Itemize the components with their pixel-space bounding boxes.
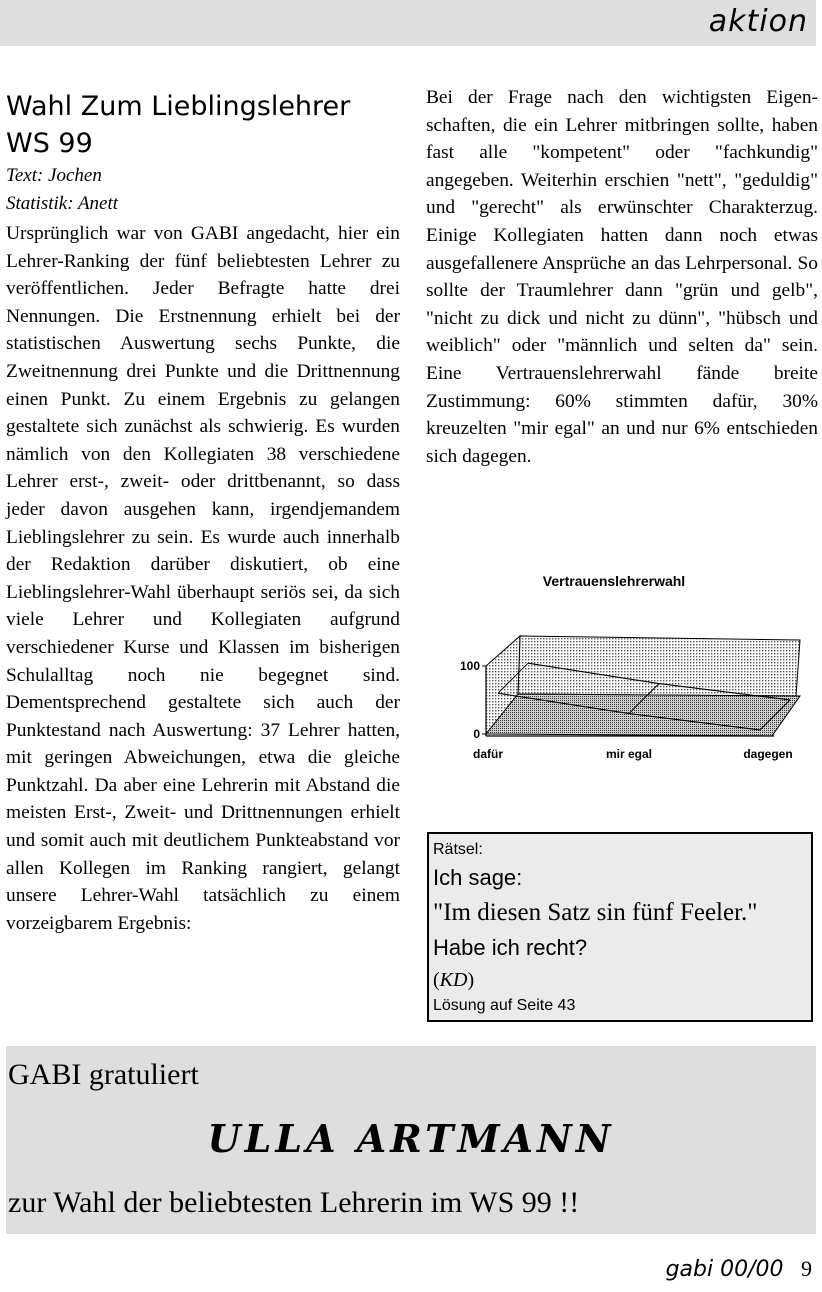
- riddle-label: Rätsel:: [433, 841, 483, 858]
- trust-teacher-chart: [426, 566, 818, 766]
- statistics-credit: Statistik: Anett: [6, 193, 119, 214]
- left-paragraph: Ursprünglich war von GABI angedacht, hier ein Lehrer-Ranking der fünf beliebtesten Lehrer zu veröffentlichen. Jeder Befragte hatte drei Nennungen. Die Erstnennung erhielt bei der statistischen Auswertung sechs Punkte, die Zweitnennung drei Punkte und die Drittnennung einen Punkt. Zu einem Ergebnis zu gelangen gestaltete sich zunächst als schwierig. Es wurden nämlich von den Kollegiaten 38 verschiedene Lehrer erst-, zweit- oder drittbenannt, so dass jeder davon ausgehen kann, irgendjemandem Lieblingslehrer zu sein. Es wurde auch innerhalb der Redaktion darüber diskutiert, ob eine Lieblingslehrer-Wahl überhaupt seriös sei, da sich viele Lehrer und Kollegiaten aufgrund verschiedener Kurse und Klassen im bisherigen Schulalltag noch nie begegnet sind. Dementsprechend gestaltete sich auch der Punktestand nach Auswertung: 37 Lehrer hatten, mit geringen Abweichungen, etwa die gleiche Punktzahl. Da aber eine Lehrerin mit Abstand die meisten Erst-, Zweit- und Drittnennungen erhielt und somit auch mit deutlichem Punkteabstand vor allen Kollegen im Ranking rangiert, gelangt unsere Lehrer-Wahl tatsächlich zu einem vorzeigbarem Ergebnis:: [6, 223, 400, 934]
- riddle-solution: Lösung auf Seite 43: [433, 997, 576, 1014]
- section-label: aktion: [708, 4, 808, 39]
- article-title: [6, 88, 400, 162]
- x-tick-label: dagegen: [743, 747, 793, 761]
- cite-name: KD: [439, 969, 468, 991]
- congrats-line-3: zur Wahl der beliebtesten Lehrerin im WS 99 !!: [8, 1186, 580, 1219]
- riddle-quote: "Im diesen Satz sin fünf Feeler.": [433, 899, 758, 926]
- title-line-1: Wahl Zum Lieblingslehrer: [6, 91, 351, 122]
- footer-magazine: gabi 00/00: [665, 1257, 784, 1282]
- x-tick-label: mir egal: [605, 747, 653, 761]
- cite-open: (: [433, 969, 440, 991]
- footer-page-number: 9: [801, 1256, 812, 1281]
- y-tick-label: 0: [473, 727, 480, 741]
- y-tick-label: 100: [459, 659, 480, 673]
- riddle-question: Habe ich recht?: [433, 935, 588, 960]
- cite-close: ): [467, 969, 475, 991]
- text-credit: Text: Jochen: [6, 165, 102, 186]
- page-footer: [666, 1256, 812, 1282]
- chart-back-wall: [518, 636, 800, 696]
- chart-title: Vertrauenslehrerwahl: [542, 573, 686, 589]
- congratulations-band: [6, 1046, 816, 1234]
- right-column: [426, 84, 818, 470]
- chart-svg: [426, 566, 818, 766]
- congrats-line-1: GABI gratuliert: [8, 1058, 199, 1091]
- header-band: [0, 0, 816, 46]
- riddle-line-1: Ich sage:: [433, 865, 523, 890]
- right-paragraph: Bei der Frage nach den wichtigsten Eigenschaften, die ein Lehrer mitbringen sollte, haben fast alle "kompetent" oder "fachkundig" angegeben. Weiterhin erschien "nett", "geduldig" und "gerecht" als erwünschter Charakterzug. Einige Kollegiaten hatten dann noch etwas ausgefallenere Ansprüche an das Lehrpersonal. So sollte der Traumlehrer dann "grün und gelb", "nicht zu dick und nicht zu dünn", "hübsch und weiblich" oder "männlich und selten da" sein. Eine Vertrauenslehrerwahl fände breite Zustimmung: 60% stimmten dafür, 30% kreuzelten "mir egal" an und nur 6% entschieden sich dagegen.: [426, 87, 818, 467]
- riddle-citation: [433, 965, 807, 995]
- x-tick-label: dafür: [473, 747, 503, 761]
- left-column: [6, 88, 400, 937]
- riddle-box: [427, 832, 813, 1022]
- title-line-2: WS 99: [6, 128, 93, 159]
- congrats-name: ULLA ARTMANN: [207, 1116, 615, 1161]
